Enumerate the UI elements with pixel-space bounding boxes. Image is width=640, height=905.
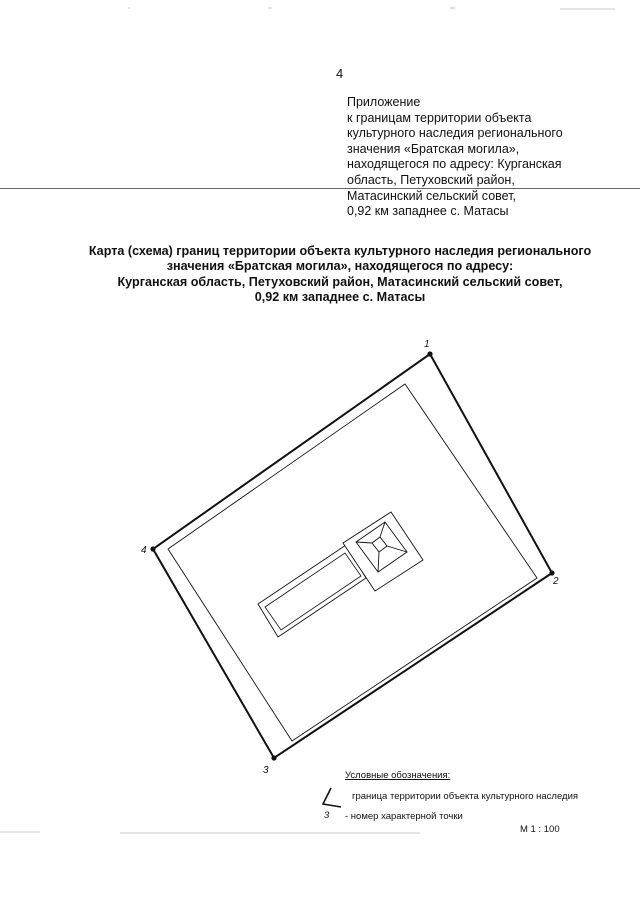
scan-artifacts bbox=[0, 8, 615, 833]
point-marker-3 bbox=[271, 755, 276, 760]
legend-point-number: 3 bbox=[324, 810, 330, 821]
inner-fence bbox=[168, 384, 537, 741]
map-title-line: 0,92 км западнее с. Матасы bbox=[254, 290, 426, 305]
appendix-line: к границам территории объекта bbox=[347, 110, 532, 125]
legend-boundary-label: граница территории объекта культурного наследия bbox=[352, 791, 579, 802]
point-marker-1 bbox=[427, 351, 432, 356]
point-label-3: 3 bbox=[263, 765, 269, 776]
map-title-line: Карта (схема) границ территории объекта культурного наследия регионального bbox=[88, 244, 592, 258]
point-label-2: 2 bbox=[553, 576, 559, 587]
map-title-line: значения «Братская могила», находящегося по адресу: bbox=[166, 259, 514, 274]
appendix-line: культурного наследия регионального bbox=[347, 126, 563, 141]
appendix-line: область, Петуховский район, bbox=[347, 172, 515, 187]
map-scale: М 1 : 100 bbox=[520, 824, 560, 835]
grave-slab-outer bbox=[258, 545, 366, 637]
legend-point-label: - номер характерной точки bbox=[345, 811, 463, 822]
point-label-1: 1 bbox=[424, 339, 430, 350]
point-label-4: 4 bbox=[141, 545, 147, 556]
appendix-line: 0,92 км западнее с. Матасы bbox=[347, 204, 509, 219]
appendix-line: Приложение bbox=[347, 95, 421, 109]
legend-title: Условные обозначения: bbox=[345, 770, 451, 781]
appendix-line: находящегося по адресу: Курганская bbox=[347, 157, 562, 172]
point-marker-4 bbox=[150, 546, 155, 551]
map-title-line: Курганская область, Петуховский район, Матасинский сельский совет, bbox=[117, 274, 563, 289]
appendix-line: значения «Братская могила», bbox=[347, 141, 520, 156]
page-number: 4 bbox=[336, 66, 344, 81]
appendix-line: Матасинский сельский совет, bbox=[347, 188, 517, 203]
legend-boundary-symbol bbox=[323, 788, 341, 807]
point-marker-2 bbox=[549, 570, 554, 575]
